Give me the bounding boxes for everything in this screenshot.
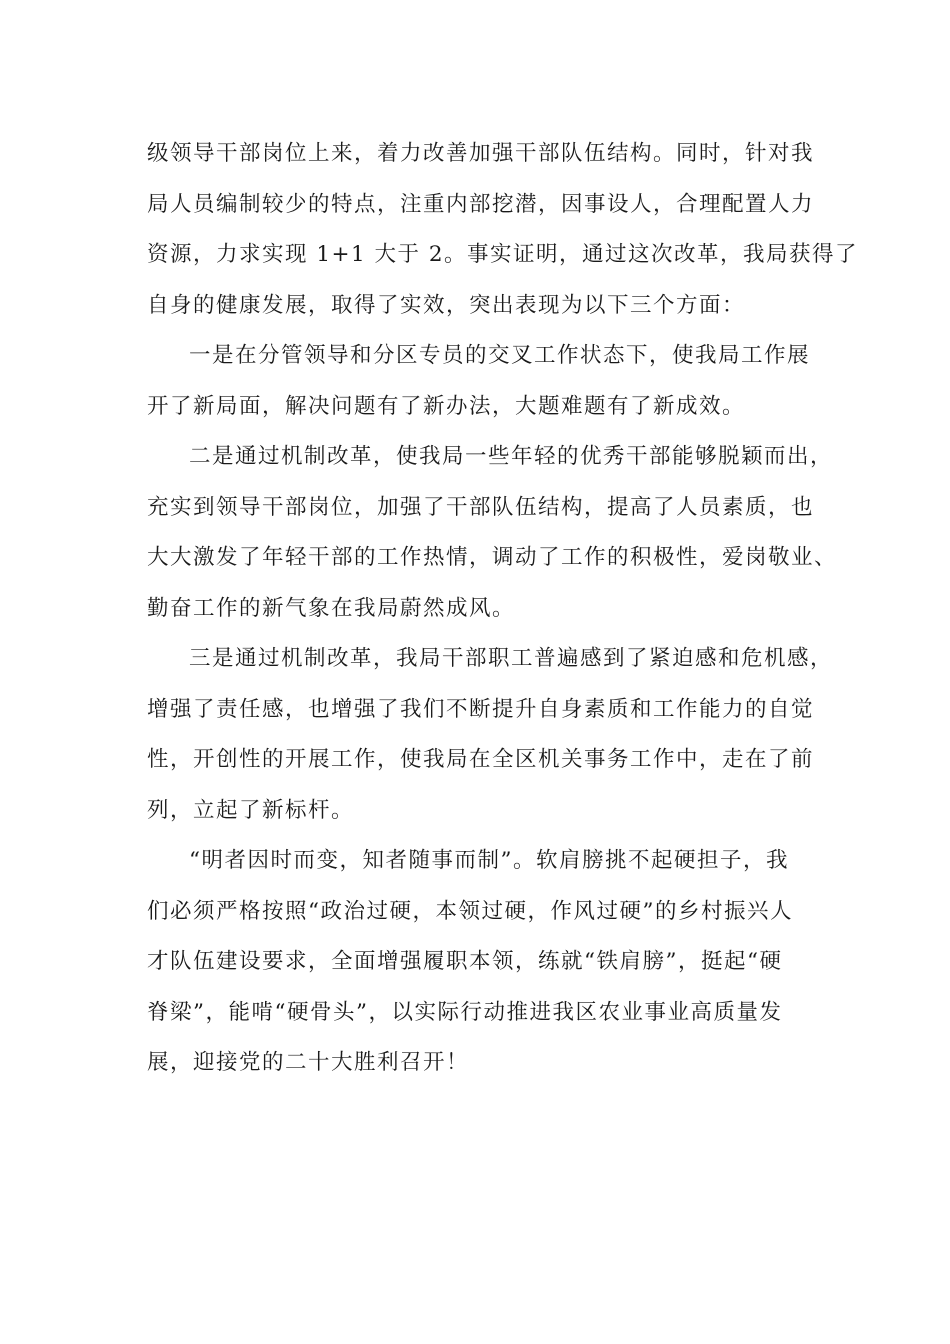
text-line: 才队伍建设要求，全面增强履职本领，练就“铁肩膀”，挺起“硬 xyxy=(147,949,783,974)
text-line: 资源，力求实现 1+1 大于 2。事实证明，通过这次改革，我局获得了 xyxy=(147,242,859,267)
paragraph-first-line: “明者因时而变，知者随事而制”。软肩膀挑不起硬担子，我 xyxy=(189,848,789,873)
text-line: 性，开创性的开展工作，使我局在全区机关事务工作中，走在了前 xyxy=(147,747,815,772)
text-line: 脊梁”，能啃“硬骨头”，以实际行动推进我区农业事业高质量发 xyxy=(147,999,783,1025)
text-line: 自身的健康发展，取得了实效，突出表现为以下三个方面： xyxy=(147,292,746,318)
paragraph-first-line: 二是通过机制改革，使我局一些年轻的优秀干部能够脱颖而出， xyxy=(189,444,834,469)
paragraph-first-line: 一是在分管领导和分区专员的交叉工作状态下，使我局工作展 xyxy=(189,343,811,368)
text-line: 展，迎接党的二十大胜利召开！ xyxy=(147,1050,470,1075)
paragraph-first-line: 三是通过机制改革，我局干部职工普遍感到了紧迫感和危机感， xyxy=(189,646,834,671)
text-line: 勤奋工作的新气象在我局蔚然成风。 xyxy=(147,595,516,621)
text-line: 开了新局面，解决问题有了新办法，大题难题有了新成效。 xyxy=(147,393,746,419)
text-line: 列，立起了新标杆。 xyxy=(147,797,355,823)
text-line: 级领导干部岗位上来，着力改善加强干部队伍结构。同时，针对我 xyxy=(147,141,815,166)
text-line: 充实到领导干部岗位，加强了干部队伍结构，提高了人员素质，也 xyxy=(147,494,815,520)
text-line: 局人员编制较少的特点，注重内部挖潜，因事设人，合理配置人力 xyxy=(147,191,815,217)
body-text xyxy=(147,129,859,1089)
text-line: 大大激发了年轻干部的工作热情，调动了工作的积极性，爱岗敬业、 xyxy=(147,545,838,570)
text-line: 们必须严格按照“政治过硬，本领过硬，作风过硬”的乡村振兴人 xyxy=(147,898,793,924)
text-line: 增强了责任感，也增强了我们不断提升自身素质和工作能力的自觉 xyxy=(147,696,815,722)
